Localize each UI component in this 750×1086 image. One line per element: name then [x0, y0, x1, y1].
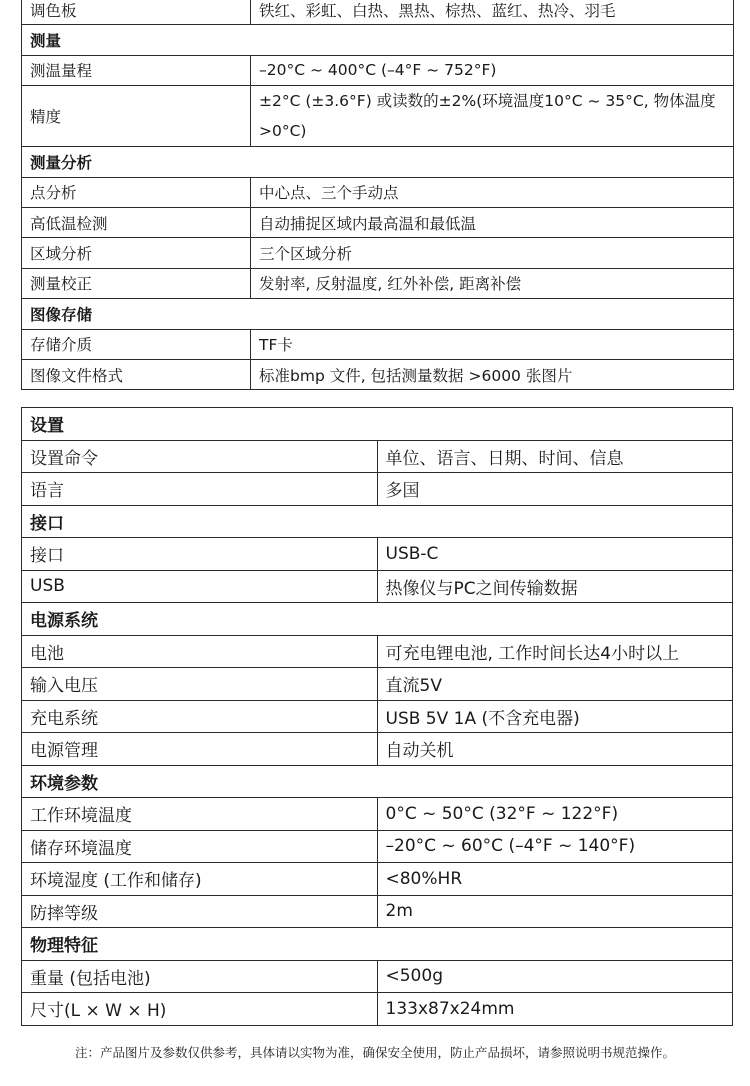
spec-row: [22, 700, 733, 733]
spec-value: 单位、语言、日期、时间、信息: [377, 440, 733, 473]
spec-row: [22, 570, 733, 603]
section-heading: 测量分析: [22, 147, 734, 177]
spec-label: 高低温检测: [22, 207, 251, 237]
spec-label: 接口: [22, 538, 378, 571]
spec-value: 三个区域分析: [251, 238, 734, 268]
spec-value: 多国: [377, 473, 733, 506]
section-row: [22, 25, 734, 55]
section-row: [22, 928, 733, 961]
spec-value: 2m: [377, 895, 733, 928]
spec-label: 区域分析: [22, 238, 251, 268]
section-heading: 测量: [22, 25, 734, 55]
spec-row: [22, 473, 733, 506]
spec-label: 工作环境温度: [22, 798, 378, 831]
spec-row: [22, 830, 733, 863]
section-row: [22, 603, 733, 636]
spec-label: USB: [22, 570, 378, 603]
spec-value: USB 5V 1A (不含充电器): [377, 700, 733, 733]
spec-label: 测量校正: [22, 268, 251, 298]
spec-row: [22, 733, 733, 766]
spec-row: [22, 635, 733, 668]
spec-label: 输入电压: [22, 668, 378, 701]
spec-value: 自动关机: [377, 733, 733, 766]
spec-value: 133x87x24mm: [377, 993, 733, 1026]
spec-row: [22, 238, 734, 268]
spec-label: 电池: [22, 635, 378, 668]
spec-row: [22, 177, 734, 207]
spec-label: 精度: [22, 86, 251, 147]
spec-value: 0°C ~ 50°C (32°F ~ 122°F): [377, 798, 733, 831]
section-row: [22, 408, 733, 441]
spec-label: 重量 (包括电池): [22, 960, 378, 993]
spec-label: 尺寸(L × W × H): [22, 993, 378, 1026]
section-heading: 环境参数: [22, 765, 733, 798]
spec-value: 中心点、三个手动点: [251, 177, 734, 207]
spec-label: 防摔等级: [22, 895, 378, 928]
spec-value: 标准bmp 文件, 包括测量数据 >6000 张图片: [251, 359, 734, 389]
spec-row: [22, 960, 733, 993]
section-heading: 图像存储: [22, 299, 734, 329]
spec-row: [22, 668, 733, 701]
spec-row: [22, 798, 733, 831]
spec-row: [22, 895, 733, 928]
spec-row: [22, 55, 734, 85]
spec-value: 铁红、彩虹、白热、黑热、棕热、蓝红、热冷、羽毛: [251, 0, 734, 25]
section-heading: 物理特征: [22, 928, 733, 961]
section-row: [22, 765, 733, 798]
spec-label: 储存环境温度: [22, 830, 378, 863]
spec-value: 发射率, 反射温度, 红外补偿, 距离补偿: [251, 268, 734, 298]
spec-value: 自动捕捉区域内最高温和最低温: [251, 207, 734, 237]
spec-value: –20°C ~ 400°C (–4°F ~ 752°F): [251, 55, 734, 85]
spec-row: [22, 538, 733, 571]
spec-value: USB-C: [377, 538, 733, 571]
spec-label: 电源管理: [22, 733, 378, 766]
spec-value: 直流5V: [377, 668, 733, 701]
spec-label: 图像文件格式: [22, 359, 251, 389]
section-row: [22, 147, 734, 177]
section-heading: 设置: [22, 408, 733, 441]
spec-label: 调色板: [22, 0, 251, 25]
spec-row: [22, 0, 734, 25]
spec-value: 热像仪与PC之间传输数据: [377, 570, 733, 603]
spec-row: [22, 993, 733, 1026]
spec-table-settings: [21, 407, 733, 1026]
spec-value: <500g: [377, 960, 733, 993]
spec-row: [22, 86, 734, 147]
spec-row: [22, 359, 734, 389]
spec-label: 点分析: [22, 177, 251, 207]
spec-row: [22, 329, 734, 359]
section-heading: 接口: [22, 505, 733, 538]
spec-row: [22, 268, 734, 298]
spec-value: <80%HR: [377, 863, 733, 896]
section-row: [22, 505, 733, 538]
spec-label: 环境湿度 (工作和储存): [22, 863, 378, 896]
disclaimer-note: 注：产品图片及参数仅供参考，具体请以实物为准，确保安全使用，防止产品损坏，请参照说明书规范操作。: [74, 1045, 675, 1060]
section-heading: 电源系统: [22, 603, 733, 636]
spec-value: TF卡: [251, 329, 734, 359]
spec-table-measurement: [21, 0, 734, 390]
spec-label: 语言: [22, 473, 378, 506]
spec-label: 充电系统: [22, 700, 378, 733]
spec-value: –20°C ~ 60°C (–4°F ~ 140°F): [377, 830, 733, 863]
spec-value: ±2°C (±3.6°F) 或读数的±2%(环境温度10°C ~ 35°C, 物体温度 >0°C): [251, 86, 734, 147]
spec-row: [22, 440, 733, 473]
spec-label: 存储介质: [22, 329, 251, 359]
spec-row: [22, 207, 734, 237]
spec-label: 设置命令: [22, 440, 378, 473]
spec-value: 可充电锂电池, 工作时间长达4小时以上: [377, 635, 733, 668]
spec-row: [22, 863, 733, 896]
section-row: [22, 299, 734, 329]
spec-label: 测温量程: [22, 55, 251, 85]
